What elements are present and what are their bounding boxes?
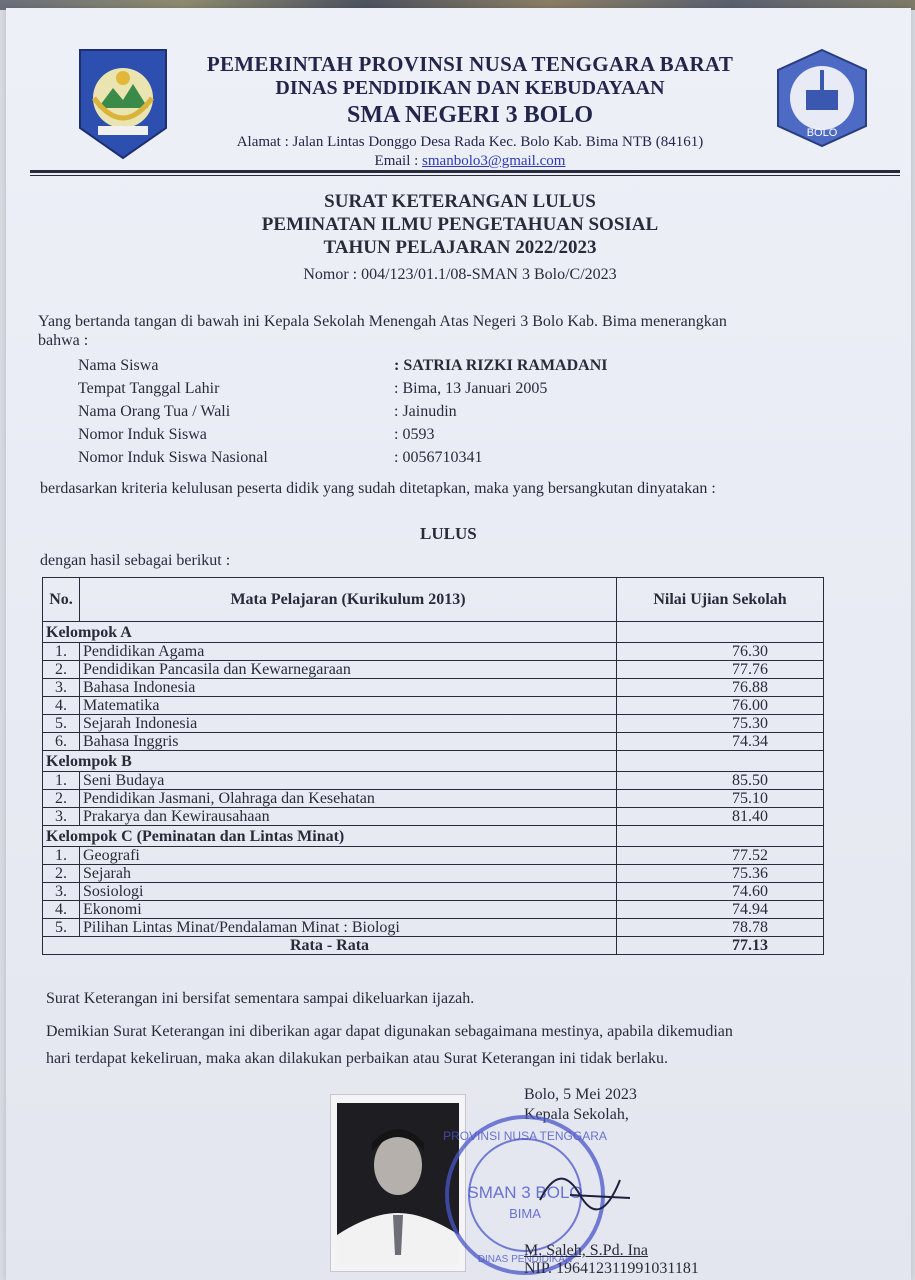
info-label: Nomor Induk Siswa Nasional <box>78 449 268 466</box>
row-no: 2. <box>43 661 80 679</box>
row-no: 2. <box>43 790 80 808</box>
group-score-empty <box>617 826 824 847</box>
header-rule-thick <box>30 170 900 173</box>
info-value: : Bima, 13 Januari 2005 <box>394 380 548 397</box>
row-subject: Sosiologi <box>80 883 617 901</box>
temporary-note: Surat Keterangan ini bersifat sementara sampai dikeluarkan ijazah. <box>46 990 475 1007</box>
row-no: 4. <box>43 901 80 919</box>
info-row-birth <box>78 380 778 403</box>
info-value: : 0056710341 <box>394 449 483 466</box>
table-row <box>43 847 824 865</box>
row-score: 75.10 <box>617 790 824 808</box>
row-no: 3. <box>43 808 80 826</box>
intro-paragraph: Yang bertanda tangan di bawah ini Kepala Sekolah Menengah Atas Negeri 3 Bolo Kab. Bima menerangkan bahwa : <box>38 313 727 349</box>
letterhead-school-name: SMA NEGERI 3 BOLO <box>346 102 594 128</box>
info-row-nisn <box>78 449 778 472</box>
graduation-status: LULUS <box>420 524 477 543</box>
info-label: Nomor Induk Siswa <box>78 426 207 443</box>
title-line-1: SURAT KETERANGAN LULUS <box>324 191 596 212</box>
row-no: 3. <box>43 883 80 901</box>
info-label: Tempat Tanggal Lahir <box>78 380 220 397</box>
signature-role: Kepala Sekolah, <box>524 1106 629 1123</box>
row-no: 5. <box>43 715 80 733</box>
group-row <box>43 826 824 847</box>
stamp-top-text: PROVINSI NUSA TENGGARA <box>443 1129 607 1143</box>
stamp-bottom-text: DINAS PENDIDIKAN <box>477 1254 573 1265</box>
col-score-header: Nilai Ujian Sekolah <box>617 578 824 622</box>
row-score: 77.76 <box>617 661 824 679</box>
group-name: Kelompok C (Peminatan dan Lintas Minat) <box>43 826 617 847</box>
group-score-empty <box>617 751 824 772</box>
student-info <box>78 357 778 472</box>
row-score: 74.34 <box>617 733 824 751</box>
group-row <box>43 622 824 643</box>
group-row <box>43 751 824 772</box>
info-label: Nama Siswa <box>78 357 159 374</box>
row-subject: Seni Budaya <box>80 772 617 790</box>
row-score: 74.60 <box>617 883 824 901</box>
row-score: 75.30 <box>617 715 824 733</box>
row-no: 5. <box>43 919 80 937</box>
info-row-parent <box>78 403 778 426</box>
col-subject-header: Mata Pelajaran (Kurikulum 2013) <box>80 578 617 622</box>
table-row <box>43 697 824 715</box>
row-subject: Pendidikan Jasmani, Olahraga dan Kesehatan <box>80 790 617 808</box>
info-value: : 0593 <box>394 426 435 443</box>
table-row <box>43 919 824 937</box>
info-value: : Jainudin <box>394 403 457 420</box>
row-score: 77.52 <box>617 847 824 865</box>
table-row <box>43 883 824 901</box>
row-no: 6. <box>43 733 80 751</box>
table-row <box>43 661 824 679</box>
stamp-sub-text: BIMA <box>509 1206 541 1221</box>
signature-place-date: Bolo, 5 Mei 2023 <box>524 1086 637 1103</box>
row-subject: Bahasa Inggris <box>80 733 617 751</box>
table-row <box>43 772 824 790</box>
row-score: 74.94 <box>617 901 824 919</box>
title-line-2: PEMINATAN ILMU PENGETAHUAN SOSIAL <box>261 214 659 235</box>
row-subject: Sejarah <box>80 865 617 883</box>
row-score: 76.30 <box>617 643 824 661</box>
row-no: 4. <box>43 697 80 715</box>
row-no: 1. <box>43 847 80 865</box>
table-row <box>43 865 824 883</box>
row-no: 1. <box>43 772 80 790</box>
handwritten-signature <box>530 1140 640 1240</box>
row-subject: Pilihan Lintas Minat/Pendalaman Minat : Biologi <box>80 919 617 937</box>
letterhead-address: Alamat : Jalan Lintas Donggo Desa Rada Kec. Bolo Kab. Bima NTB (84161) <box>236 134 704 150</box>
average-value: 77.13 <box>617 937 824 955</box>
info-row-nis <box>78 426 778 449</box>
row-no: 3. <box>43 679 80 697</box>
letterhead <box>170 52 770 170</box>
info-row-name <box>78 357 778 380</box>
email-link[interactable]: smanbolo3@gmail.com <box>422 153 566 169</box>
row-subject: Sejarah Indonesia <box>80 715 617 733</box>
average-label: Rata - Rata <box>43 937 617 955</box>
row-subject: Ekonomi <box>80 901 617 919</box>
row-score: 85.50 <box>617 772 824 790</box>
row-subject: Bahasa Indonesia <box>80 679 617 697</box>
info-value: : SATRIA RIZKI RAMADANI <box>394 357 608 374</box>
table-row <box>43 679 824 697</box>
table-row <box>43 808 824 826</box>
average-row <box>43 937 824 955</box>
row-score: 81.40 <box>617 808 824 826</box>
row-score: 78.78 <box>617 919 824 937</box>
letterhead-email-line <box>170 152 770 170</box>
principal-name: M. Saleh, S.Pd. Ina <box>524 1242 648 1259</box>
row-subject: Pendidikan Agama <box>80 643 617 661</box>
row-no: 1. <box>43 643 80 661</box>
col-no-header: No. <box>43 578 80 622</box>
row-subject: Prakarya dan Kewirausahaan <box>80 808 617 826</box>
group-name: Kelompok A <box>43 622 617 643</box>
row-score: 75.36 <box>617 865 824 883</box>
row-no: 2. <box>43 865 80 883</box>
table-header-row <box>43 578 824 622</box>
row-score: 76.88 <box>617 679 824 697</box>
closing-paragraph: Demikian Surat Keterangan ini diberikan agar dapat digunakan sebagaimana mestinya, apabila dikemudian hari terdapat kekeliruan, maka akan dilakukan perbaikan atau Surat Keterangan ini tidak berlaku. <box>46 1023 733 1067</box>
email-label: Email : <box>374 153 423 169</box>
letterhead-government: PEMERINTAH PROVINSI NUSA TENGGARA BARAT <box>206 52 734 76</box>
table-row <box>43 790 824 808</box>
criteria-paragraph: berdasarkan kriteria kelulusan peserta didik yang sudah ditetapkan, maka yang bersangkutan dinyatakan : <box>40 480 716 497</box>
table-row <box>43 733 824 751</box>
grades-table <box>42 577 824 955</box>
table-row <box>43 643 824 661</box>
document-number: Nomor : 004/123/01.1/08-SMAN 3 Bolo/C/2023 <box>303 266 617 283</box>
document-title <box>180 190 740 259</box>
group-name: Kelompok B <box>43 751 617 772</box>
letterhead-department: DINAS PENDIDIKAN DAN KEBUDAYAAN <box>275 77 665 99</box>
school-emblem-text: BOLO <box>806 127 838 139</box>
province-emblem-icon <box>78 48 168 160</box>
header-rule-thin <box>30 175 900 176</box>
row-subject: Pendidikan Pancasila dan Kewarnegaraan <box>80 661 617 679</box>
title-line-3: TAHUN PELAJARAN 2022/2023 <box>323 237 597 258</box>
row-score: 76.00 <box>617 697 824 715</box>
row-subject: Matematika <box>80 697 617 715</box>
group-score-empty <box>617 622 824 643</box>
row-subject: Geografi <box>80 847 617 865</box>
info-label: Nama Orang Tua / Wali <box>78 403 231 420</box>
results-intro: dengan hasil sebagai berikut : <box>40 552 231 569</box>
principal-nip: NIP. 196412311991031181 <box>524 1260 699 1277</box>
stamp-center-text: SMAN 3 BOLO <box>467 1183 583 1202</box>
table-row <box>43 901 824 919</box>
table-row <box>43 715 824 733</box>
school-emblem-icon <box>768 48 876 148</box>
